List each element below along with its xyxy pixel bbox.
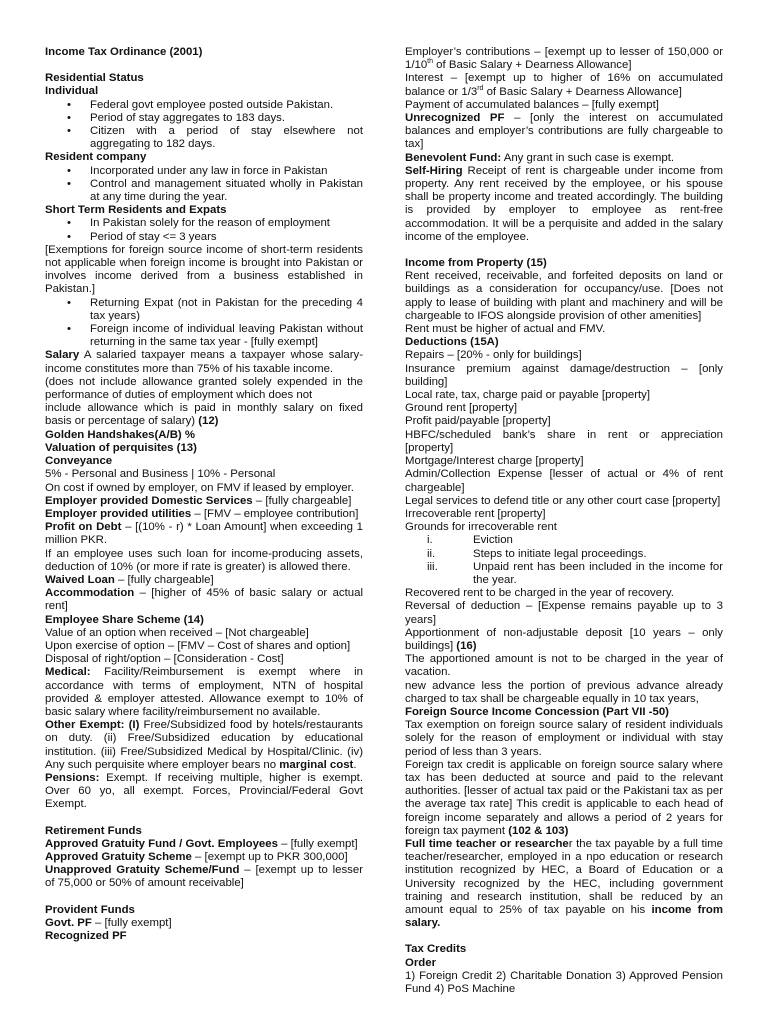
company-list	[45, 165, 363, 205]
list-item: ii. Steps to initiate legal proceedings.	[427, 547, 647, 560]
accommodation-line: Accommodation – [higher of 45% of basic salary or actual rent]	[45, 587, 363, 613]
unapproved-gratuity-line: Unapproved Gratuity Scheme/Fund – [exempt up to lesser of 75,000 or 50% of amount receivable]	[45, 864, 364, 890]
other-exempt-paragraph: Other Exempt: (I) Free/Subsidized food by hotels/restaurants on duty. (ii) Free/Subsidized education by educational institution. (iii) Free/Subsidized Medical by Hospital/Clinic. (iv) Any such perquisite where employer bears no marginal cost.	[45, 719, 363, 771]
profit-on-debt-line-2: If an employee uses such loan for income-producing assets, deduction of 10% (or more if rate is greater) is allowed there.	[45, 547, 363, 573]
list-item: • In Pakistan solely for the reason of employment	[45, 217, 363, 230]
grounds-line: Grounds for irrecoverable rent	[405, 521, 557, 534]
list-item: • Federal govt employee posted outside Pakistan.	[45, 99, 363, 112]
unrecognized-pf-line: Unrecognized PF – [only the interest on accumulated balances and employer’s contributions are fully chargeable to tax]	[405, 112, 723, 151]
employer-contributions-line: Employer’s contributions – [exempt up to lesser of 150,000 or 1/10th of Basic Salary + Dearness Allowance]	[405, 46, 723, 72]
heading-retirement-funds: Retirement Funds	[45, 824, 142, 837]
heading-income-from-property: Income from Property (15)	[405, 257, 547, 270]
individual-list	[45, 99, 363, 152]
apportionment-line-3: new advance less the portion of previous advance already charged to tax shall be chargeable equally in 10 tax years,	[405, 679, 723, 705]
salary-paragraph: Salary A salaried taxpayer means a taxpayer whose salary-income constitutes more than 75% of his taxable income.	[45, 349, 363, 375]
heading-order: Order	[405, 956, 437, 969]
teacher-researcher-paragraph: Full time teacher or researcher the tax payable by a full time teacher/researcher, employed in a npo education or research institution recognized by HEC, a Board of Education or a University recognized by the HEC, including government training and research institution, shall be reduced by an amount equal to 25% of tax payable on his income from salary.	[405, 837, 723, 930]
conveyance-line-2: On cost if owned by employer, on FMV if leased by employer.	[45, 481, 354, 494]
list-item: • Returning Expat (not in Pakistan for the preceding 4 tax years)	[45, 297, 363, 323]
deduction-item: Repairs – [20% - only for buildings]	[405, 349, 582, 362]
recovered-rent-line: Recovered rent to be charged in the year of recovery.	[405, 587, 674, 600]
document-title: Income Tax Ordinance (2001)	[45, 46, 203, 58]
ess-line-2: Upon exercise of option – [FMV – Cost of shares and option]	[45, 639, 351, 652]
interest-line: Interest – [exempt up to higher of 16% on accumulated balance or 1/3rd of Basic Salary + Dearness Allowance]	[405, 72, 723, 98]
conveyance-line-1: 5% - Personal and Business | 10% - Personal	[45, 468, 276, 481]
legal-services-line: Legal services to defend title or any other court case [property]	[405, 494, 721, 507]
income-property-paragraph: Rent received, receivable, and forfeited deposits on land or buildings as a consideration for occupancy/use. [Does not apply to lease of building with plant and machinery and will be chargeable to IFOS alongside provision of other amenities]	[405, 270, 723, 322]
recognized-pf-line: Recognized PF	[45, 930, 127, 942]
heading-short-term: Short Term Residents and Expats	[45, 204, 227, 217]
heading-provident-funds: Provident Funds	[45, 903, 135, 916]
ess-line-1: Value of an option when received – [Not chargeable]	[45, 626, 309, 639]
heading-individual: Individual	[45, 85, 99, 98]
admin-collection-line: Admin/Collection Expense [lesser of actual or 4% of rent chargeable]	[405, 468, 723, 494]
list-item: • Incorporated under any law in force in Pakistan	[45, 165, 363, 178]
self-hiring-paragraph: Self-Hiring Receipt of rent is chargeable under income from property. Any rent received by the employee, or his spouse shall be property income and treated accordingly. The building is provided by employer to employee as rent-free accommodation. It will be a perquisite and added in the salary income of the employee.	[405, 164, 723, 243]
deduction-item: Insurance premium against damage/destruction – [only building]	[405, 362, 723, 388]
list-item: iii. Unpaid rent has been included in the income for the year.	[427, 560, 723, 586]
order-line: 1) Foreign Credit 2) Charitable Donation 3) Approved Pension Fund 4) PoS Machine	[405, 969, 723, 996]
expat-list	[45, 297, 363, 350]
golden-handshakes-paragraph: Golden Handshakes(A/B) %	[45, 428, 196, 441]
heading-deductions: Deductions (15A)	[405, 336, 499, 349]
payment-accumulated-line: Payment of accumulated balances – [fully exempt]	[405, 98, 659, 111]
benevolent-fund-line: Benevolent Fund: Any grant in such case is exempt.	[405, 151, 675, 164]
deduction-item: Profit paid/payable [property]	[405, 415, 551, 428]
irrecoverable-rent-line: Irrecoverable rent [property]	[405, 507, 546, 520]
medical-paragraph: Medical: Facility/Reimbursement is exempt where in accordance with terms of employment, NTN of hospital provided & employer attested. Allowance exempt to 10% of basic salary where facility/reimbursement no available.	[45, 666, 363, 718]
short-term-list	[45, 217, 363, 243]
list-item: • Period of stay <= 3 years	[45, 231, 363, 244]
heading-employee-share-scheme: Employee Share Scheme (14)	[45, 613, 204, 626]
income-property-line-2: Rent must be higher of actual and FMV.	[405, 323, 606, 336]
heading-conveyance: Conveyance	[45, 455, 113, 468]
list-item: • Control and management situated wholly in Pakistan at any time during the year.	[45, 178, 363, 204]
approved-gratuity-fund-line: Approved Gratuity Fund / Govt. Employees – [fully exempt]	[45, 837, 358, 850]
deduction-item: Ground rent [property]	[405, 402, 518, 415]
list-item: • Foreign income of individual leaving Pakistan without returning in the same tax year - [fully exempt]	[45, 323, 363, 349]
foreign-source-paragraph: Tax exemption on foreign source salary of resident individuals solely for the reason of employment or individual with stay period of less than 3 years.	[405, 719, 723, 758]
right-column	[405, 46, 723, 996]
grounds-list	[405, 534, 723, 587]
utilities-line: Employer provided utilities – [FMV – employee contribution]	[45, 507, 359, 520]
heading-tax-credits: Tax Credits	[405, 943, 467, 956]
heading-valuation: Valuation of perquisites (13)	[45, 441, 197, 454]
salary-paragraph-3: include allowance which is paid in monthly salary on fixed basis or percentage of salary) (12)	[45, 402, 363, 428]
approved-gratuity-scheme-line: Approved Gratuity Scheme – [exempt up to PKR 300,000]	[45, 850, 348, 863]
left-column	[45, 46, 363, 943]
domestic-services-line: Employer provided Domestic Services – [fully chargeable]	[45, 494, 352, 507]
foreign-tax-credit-paragraph: Foreign tax credit is applicable on foreign source salary where tax has been deducted at source and paid to the relevant authorities. [lesser of actual tax paid or the Pakistani tax as per the average tax rate] This credit is applicable to each head of foreign income separately and allows a period of 2 years for foreign tax payment (102 & 103)	[405, 758, 723, 837]
heading-residential-status: Residential Status	[45, 72, 144, 85]
heading-resident-company: Resident company	[45, 151, 147, 164]
exemptions-paragraph: [Exemptions for foreign source income of short-term residents not applicable when foreign income is brought into Pakistan or involves income derived from a business established in Pakistan.]	[45, 243, 363, 296]
deduction-item: Mortgage/Interest charge [property]	[405, 455, 584, 468]
deduction-item: Local rate, tax, charge paid or payable [property]	[405, 389, 651, 402]
apportionment-line-2: The apportioned amount is not to be charged in the year of vacation.	[405, 653, 723, 679]
profit-on-debt-line: Profit on Debt – [(10% - r) * Loan Amount] when exceeding 1 million PKR.	[45, 521, 363, 547]
list-item: • Citizen with a period of stay elsewhere not aggregating to 182 days.	[45, 125, 363, 151]
ess-line-3: Disposal of right/option – [Consideration - Cost]	[45, 653, 284, 666]
govt-pf-line: Govt. PF – [fully exempt]	[45, 916, 172, 929]
pensions-paragraph: Pensions: Exempt. If receiving multiple, higher is exempt. Over 60 yo, all exempt. Forces, Provincial/Federal Govt Exempt.	[45, 771, 363, 811]
heading-foreign-source: Foreign Source Income Concession (Part VII -50)	[405, 705, 669, 718]
reversal-line: Reversal of deduction – [Expense remains payable up to 3 years]	[405, 600, 723, 626]
waived-loan-line: Waived Loan – [fully chargeable]	[45, 573, 214, 586]
apportionment-line: Apportionment of non-adjustable deposit [10 years – only buildings] (16)	[405, 626, 723, 652]
list-item: • Period of stay aggregates to 183 days.	[45, 112, 363, 125]
salary-paragraph-2: (does not include allowance granted solely expended in the performance of duties of employment which does not	[45, 375, 363, 402]
list-item: i. Eviction	[427, 534, 513, 547]
deduction-item: HBFC/scheduled bank’s share in rent or appreciation [property]	[405, 428, 723, 454]
